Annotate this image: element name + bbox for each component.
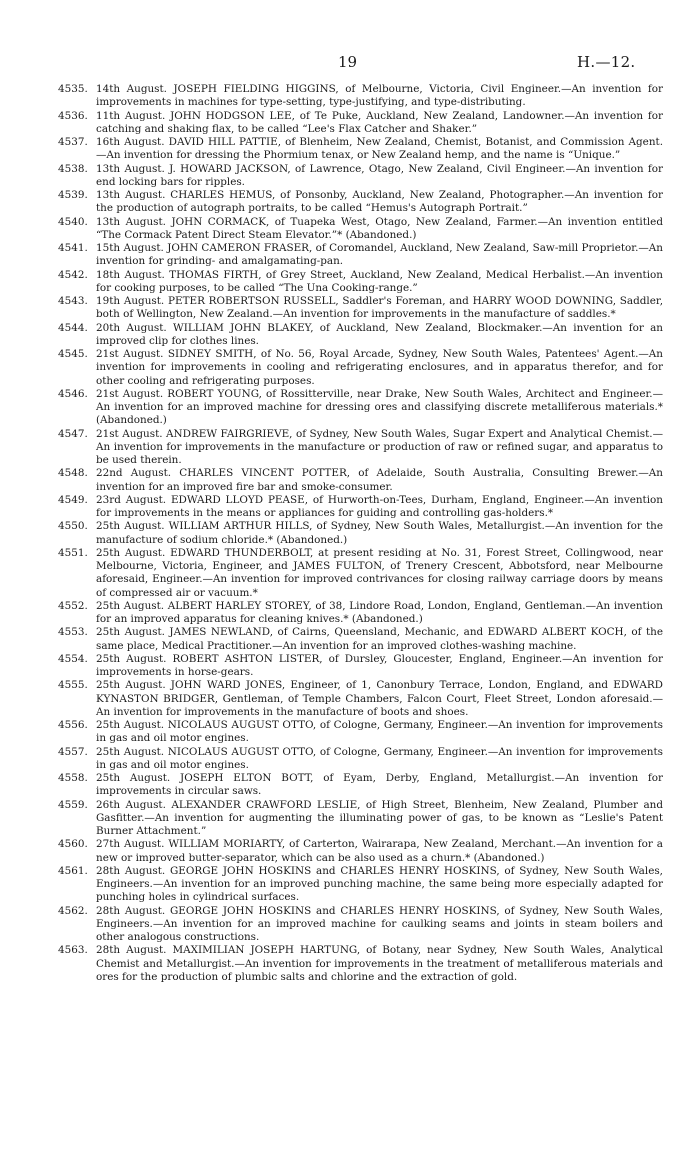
entry-number: 4558. bbox=[58, 772, 88, 784]
entry-text: 25th August. NICOLAUS AUGUST OTTO, of Cologne, Germany, Engineer.—An invention for improvements in gas and oil motor engines. bbox=[96, 745, 663, 771]
entry-number: 4550. bbox=[58, 520, 88, 533]
page-number: 19 bbox=[338, 53, 358, 71]
entry-number: 4563. bbox=[58, 944, 88, 957]
entry-number: 4552. bbox=[58, 599, 88, 612]
patent-entry bbox=[58, 600, 663, 627]
entry-number: 4543. bbox=[58, 295, 88, 307]
entry-number: 4544. bbox=[58, 321, 88, 334]
patent-entry bbox=[58, 242, 663, 269]
entry-text: 21st August. SIDNEY SMITH, of No. 56, Royal Arcade, Sydney, New South Wales, Patentees' Agent.—An invention for improvements in cooling and refrigerating enclosures, and in apparatus therefor, and for other cooling and refrigerating purposes. bbox=[96, 348, 663, 387]
entry-text: 15th August. JOHN CAMERON FRASER, of Coromandel, Auckland, New Zealand, Saw-mill Proprietor.—An invention for grinding- and amalgamating-pan. bbox=[96, 242, 663, 268]
entry-text: 21st August. ROBERT YOUNG, of Rossitterville, near Drake, New South Wales, Architect and Engineer.—An invention for an improved machine for dressing ores and classifying discrete metalliferous materials.* (Abandoned.) bbox=[96, 387, 663, 427]
entry-text: 25th August. EDWARD THUNDERBOLT, at present residing at No. 31, Forest Street, Collingwood, near Melbourne, Victoria, Engineer, and JAMES FULTON, of Trenery Crescent, Abbotsford, near Melbourne aforesaid, Engineer.—An invention for improved contrivances for closing railway carriage doors by means of compressed air or vacuum.* bbox=[96, 546, 663, 599]
entry-text: 25th August. ROBERT ASHTON LISTER, of Dursley, Gloucester, England, Engineer.—An invention for improvements in horse-gears. bbox=[96, 652, 663, 678]
entry-number: 4556. bbox=[58, 719, 88, 731]
entry-text: 21st August. ANDREW FAIRGRIEVE, of Sydney, New South Wales, Sugar Expert and Analytical Chemist.—An invention for improvements in the manufacture or production of raw or refined sugar, and apparatus to be used therein. bbox=[96, 427, 663, 466]
patent-entry bbox=[58, 494, 663, 521]
entry-number: 4541. bbox=[58, 242, 88, 254]
patent-entry bbox=[58, 772, 663, 799]
entry-text: 26th August. ALEXANDER CRAWFORD LESLIE, of High Street, Blenheim, New Zealand, Plumber and Gasfitter.—An invention for augmenting the illuminating power of gas, to be known as “Leslie's Patent Burner Attachment.” bbox=[96, 798, 663, 837]
entry-text: 11th August. JOHN HODGSON LEE, of Te Puke, Auckland, New Zealand, Landowner.—An invention for catching and shaking flax, to be called “Lee's Flax Catcher and Shaker.” bbox=[96, 109, 663, 135]
entry-text: 23rd August. EDWARD LLOYD PEASE, of Hurworth-on-Tees, Durham, England, Engineer.—An invention for improvements in the means or appliances for guiding and controlling gas-holders.* bbox=[96, 493, 663, 519]
entry-text: 16th August. DAVID HILL PATTIE, of Blenheim, New Zealand, Chemist, Botanist, and Commission Agent.—An invention for dressing the Phormium tenax, or New Zealand hemp, and the name is “Unique.” bbox=[96, 136, 663, 162]
entry-text: 13th August. CHARLES HEMUS, of Ponsonby, Auckland, New Zealand, Photographer.—An invention for the production of autograph portraits, to be called “Hemus's Autograph Portrait.” bbox=[96, 189, 663, 215]
page-header bbox=[0, 53, 700, 73]
patent-entry bbox=[58, 719, 663, 746]
patent-entry bbox=[58, 388, 663, 428]
patent-entry bbox=[58, 547, 663, 600]
patent-entry bbox=[58, 428, 663, 468]
patent-entry bbox=[58, 653, 663, 680]
entry-number: 4536. bbox=[58, 109, 88, 122]
entry-text: 25th August. WILLIAM ARTHUR HILLS, of Sydney, New South Wales, Metallurgist.—An invention for the manufacture of sodium chloride.* (Abandoned.) bbox=[96, 520, 663, 546]
entry-text: 25th August. JOSEPH ELTON BOTT, of Eyam, Derby, England, Metallurgist.—An invention for improvements in circular saws. bbox=[96, 772, 663, 798]
patent-entry bbox=[58, 746, 663, 773]
entry-text: 25th August. JOHN WARD JONES, Engineer, of 1, Canonbury Terrace, London, England, and EDWARD KYNASTON BRIDGER, Gentleman, of Temple Chambers, Falcon Court, Fleet Street, London aforesaid.—An invention for improvements in the manufacture of boots and shoes. bbox=[96, 679, 663, 718]
entry-text: 13th August. J. HOWARD JACKSON, of Lawrence, Otago, New Zealand, Civil Engineer.—An invention for end locking bars for ripples. bbox=[96, 162, 663, 188]
entry-number: 4555. bbox=[58, 679, 88, 692]
entry-number: 4548. bbox=[58, 467, 88, 480]
patent-entry bbox=[58, 216, 663, 243]
entry-text: 28th August. GEORGE JOHN HOSKINS and CHARLES HENRY HOSKINS, of Sydney, New South Wales, Engineers.—An invention for an improved punching machine, the same being more especially adapted for punching holes in cylindrical surfaces. bbox=[96, 864, 663, 904]
entry-text: 25th August. NICOLAUS AUGUST OTTO, of Cologne, Germany, Engineer.—An invention for improvements in gas and oil motor engines. bbox=[96, 719, 663, 745]
patent-entry bbox=[58, 348, 663, 388]
entry-text: 25th August. ALBERT HARLEY STOREY, of 38, Lindore Road, London, England, Gentleman.—An invention for an improved apparatus for cleaning knives.* (Abandoned.) bbox=[96, 599, 663, 625]
entry-number: 4546. bbox=[58, 387, 88, 400]
patent-entry bbox=[58, 322, 663, 349]
patent-entry bbox=[58, 838, 663, 865]
entry-number: 4561. bbox=[58, 864, 88, 877]
patent-entry bbox=[58, 626, 663, 653]
patent-entry bbox=[58, 269, 663, 296]
entry-number: 4535. bbox=[58, 83, 88, 95]
patent-entry bbox=[58, 136, 663, 163]
entry-number: 4542. bbox=[58, 268, 88, 281]
series-code: H.—12. bbox=[577, 53, 636, 71]
entry-number: 4545. bbox=[58, 348, 88, 360]
entry-number: 4554. bbox=[58, 652, 88, 665]
entry-text: 22nd August. CHARLES VINCENT POTTER, of Adelaide, South Australia, Consulting Brewer.—An invention for an improved fire bar and smoke-consumer. bbox=[96, 467, 663, 493]
entry-number: 4559. bbox=[58, 798, 88, 811]
entry-text: 28th August. GEORGE JOHN HOSKINS and CHARLES HENRY HOSKINS, of Sydney, New South Wales, Engineers.—An invention for an improved machine for caulking seams and joints in steam boilers and other analogous constructions. bbox=[96, 904, 663, 943]
entry-number: 4549. bbox=[58, 493, 88, 506]
entry-number: 4538. bbox=[58, 162, 88, 175]
entry-text: 25th August. JAMES NEWLAND, of Cairns, Queensland, Mechanic, and EDWARD ALBERT KOCH, of the same place, Medical Practitioner.—An invention for an improved clothes-washing machine. bbox=[96, 626, 663, 652]
patent-entry bbox=[58, 467, 663, 494]
patent-entries-list bbox=[58, 83, 663, 984]
patent-entry bbox=[58, 865, 663, 905]
entry-text: 20th August. WILLIAM JOHN BLAKEY, of Auckland, New Zealand, Blockmaker.—An invention for an improved clip for clothes lines. bbox=[96, 321, 663, 347]
entry-text: 13th August. JOHN CORMACK, of Tuapeka West, Otago, New Zealand, Farmer.—An invention entitled “The Cormack Patent Direct Steam Elevator.”* (Abandoned.) bbox=[96, 215, 663, 241]
patent-entry bbox=[58, 905, 663, 945]
entry-text: 19th August. PETER ROBERTSON RUSSELL, Saddler's Foreman, and HARRY WOOD DOWNING, Saddler, both of Wellington, New Zealand.—An invention for improvements in the manufacture of saddles.* bbox=[96, 295, 663, 321]
patent-entry bbox=[58, 189, 663, 216]
patent-entry bbox=[58, 83, 663, 110]
patent-entry bbox=[58, 110, 663, 137]
patent-entry bbox=[58, 295, 663, 322]
entry-number: 4553. bbox=[58, 626, 88, 639]
entry-text: 14th August. JOSEPH FIELDING HIGGINS, of Melbourne, Victoria, Civil Engineer.—An invention for improvements in machines for type-setting, type-justifying, and type-distributing. bbox=[96, 83, 663, 109]
entry-number: 4557. bbox=[58, 745, 88, 758]
entry-text: 28th August. MAXIMILIAN JOSEPH HARTUNG, of Botany, near Sydney, New South Wales, Analytical Chemist and Metallurgist.—An invention for improvements in the treatment of metalliferous materials and ores for the production of plumbic salts and chlorine and the extraction of gold. bbox=[96, 944, 663, 983]
patent-entry bbox=[58, 520, 663, 547]
entry-text: 27th August. WILLIAM MORIARTY, of Carterton, Wairarapa, New Zealand, Merchant.—An invention for a new or improved butter-separator, which can be also used as a churn.* (Abandoned.) bbox=[96, 838, 663, 864]
patent-entry bbox=[58, 944, 663, 984]
entry-number: 4539. bbox=[58, 189, 88, 201]
entry-number: 4547. bbox=[58, 427, 88, 440]
entry-text: 18th August. THOMAS FIRTH, of Grey Street, Auckland, New Zealand, Medical Herbalist.—An invention for cooking purposes, to be called “The Una Cooking-range.” bbox=[96, 268, 663, 294]
entry-number: 4540. bbox=[58, 215, 88, 228]
entry-number: 4537. bbox=[58, 136, 88, 148]
patent-entry bbox=[58, 679, 663, 719]
patent-entry bbox=[58, 163, 663, 190]
entry-number: 4560. bbox=[58, 838, 88, 851]
patent-entry bbox=[58, 799, 663, 839]
entry-number: 4551. bbox=[58, 546, 88, 559]
entry-number: 4562. bbox=[58, 904, 88, 917]
